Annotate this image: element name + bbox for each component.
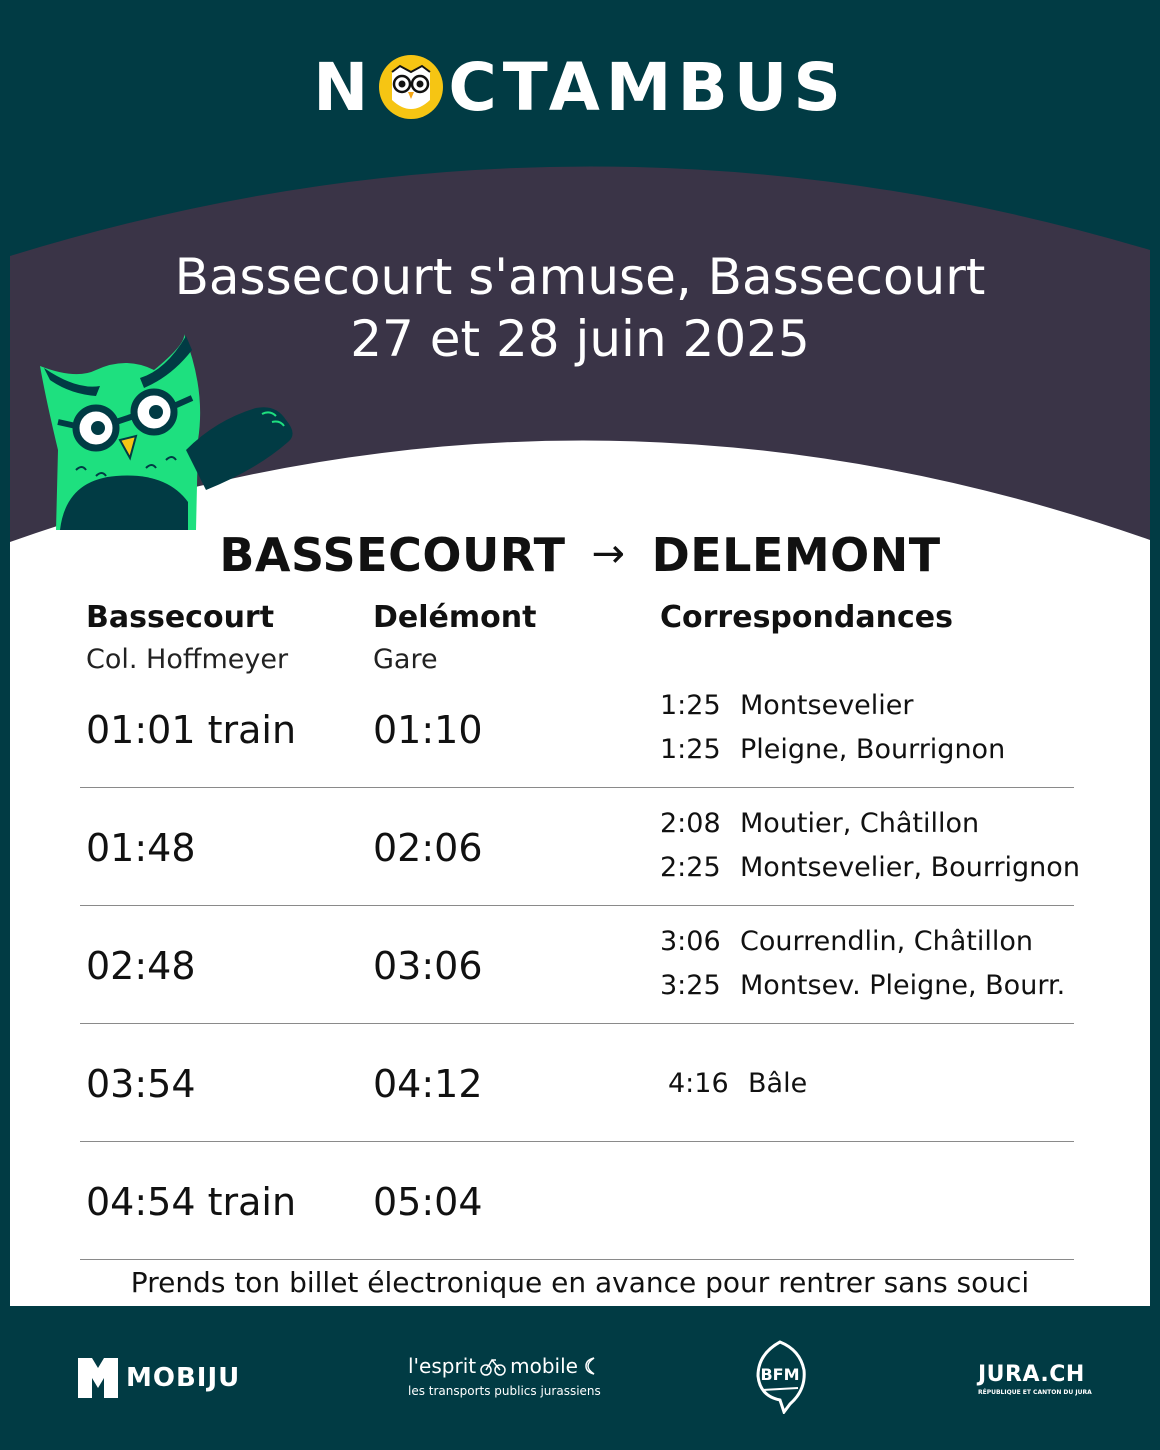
ticket-notice: Prends ton billet électronique en avance pour rentrer sans souci — [130, 1266, 1030, 1299]
departure-time: 04:54 train — [86, 1180, 297, 1224]
timetable-row — [80, 1142, 1074, 1260]
column-head-arrival: Delémont — [373, 600, 537, 635]
column-head-connections: Correspondances — [660, 600, 953, 635]
arrow-right-icon: → — [591, 531, 626, 577]
departure-time: 03:54 — [86, 1062, 196, 1106]
jura-text: JURA.CH — [978, 1362, 1085, 1387]
owl-mascot-icon — [36, 330, 306, 530]
route-to: DELEMONT — [651, 528, 941, 582]
connection-destination: Courrendlin, Châtillon — [740, 926, 1033, 957]
connection-item — [660, 802, 1080, 846]
connection-destination: Pleigne, Bourrignon — [740, 734, 1006, 765]
jura-logo — [978, 1362, 1092, 1396]
svg-text:BFM: BFM — [760, 1365, 800, 1384]
owl-face-icon — [378, 54, 444, 120]
connection-time: 2:08 — [660, 808, 721, 839]
column-sub-departure: Col. Hoffmeyer — [86, 644, 289, 675]
mobiju-logo — [78, 1358, 240, 1398]
column-sub-arrival: Gare — [373, 644, 438, 675]
arrival-time: 02:06 — [373, 826, 483, 870]
arrival-time: 04:12 — [373, 1062, 483, 1106]
bfm-logo-icon — [750, 1340, 810, 1414]
connection-destination: Montsevelier — [740, 690, 914, 721]
esprit-left-text: l'esprit — [408, 1354, 477, 1378]
departure-time: 01:48 — [86, 826, 196, 870]
mobiju-text: MOBIJU — [126, 1363, 241, 1393]
connections-list — [660, 920, 1065, 1008]
connection-destination: Montsev. Pleigne, Bourr. — [740, 970, 1066, 1001]
connections-list — [660, 684, 1005, 772]
connection-destination: Moutier, Châtillon — [740, 808, 980, 839]
esprit-right-text: mobile — [510, 1354, 578, 1378]
timetable-row — [80, 1024, 1074, 1142]
timetable-row — [80, 670, 1074, 788]
arrival-time: 03:06 — [373, 944, 483, 988]
connections-list — [660, 1038, 807, 1106]
connection-item — [660, 846, 1080, 890]
connection-item — [660, 728, 1005, 772]
timetable-row — [80, 788, 1080, 906]
jura-subtitle: RÉPUBLIQUE ET CANTON DU JURA — [978, 1389, 1092, 1396]
column-head-departure: Bassecourt — [86, 600, 275, 635]
connection-time: 1:25 — [660, 690, 721, 721]
arrival-time: 01:10 — [373, 708, 483, 752]
connection-destination: Bâle — [748, 1068, 808, 1099]
esprit-mobile-logo — [408, 1354, 604, 1398]
mobiju-m-icon — [78, 1358, 118, 1398]
event-dates: 27 et 28 juin 2025 — [350, 310, 810, 368]
route-title — [0, 528, 1160, 582]
connection-item — [660, 1062, 807, 1106]
arrival-time: 05:04 — [373, 1180, 483, 1224]
route-from: BASSECOURT — [219, 528, 566, 582]
connections-list — [660, 802, 1080, 890]
connection-item — [660, 684, 1005, 728]
moon-icon — [582, 1356, 600, 1376]
timetable-row — [80, 906, 1074, 1024]
bus-bike-icon — [480, 1356, 506, 1376]
connection-item — [660, 964, 1065, 1008]
connection-destination: Montsevelier, Bourrignon — [740, 852, 1080, 883]
event-name: Bassecourt s'amuse, Bassecourt — [174, 248, 986, 306]
esprit-subtitle: les transports publics jurassiens — [408, 1384, 601, 1398]
connection-time: 1:25 — [660, 734, 721, 765]
connection-item — [660, 920, 1065, 964]
connection-time: 4:16 — [668, 1068, 729, 1099]
departure-time: 01:01 train — [86, 708, 297, 752]
connection-time: 2:25 — [660, 852, 721, 883]
noctambus-logo: N CTAMBUS — [313, 48, 847, 126]
connection-time: 3:25 — [660, 970, 721, 1001]
row-divider — [80, 1259, 1074, 1260]
connection-time: 3:06 — [660, 926, 721, 957]
departure-time: 02:48 — [86, 944, 196, 988]
